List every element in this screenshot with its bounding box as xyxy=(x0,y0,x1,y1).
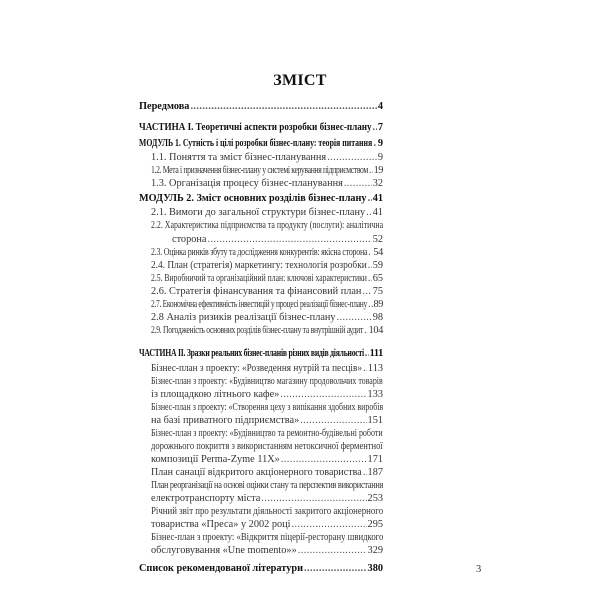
toc-entry-page: 52 xyxy=(372,234,383,245)
toc-entry-2-1[interactable] xyxy=(151,206,383,219)
dot-leader xyxy=(368,298,372,311)
toc-entry-part-1[interactable] xyxy=(139,121,383,134)
toc-entry-business-plan-4[interactable] xyxy=(151,427,383,440)
toc-entry-2-9[interactable] xyxy=(151,324,383,337)
toc-entry-page: 7 xyxy=(377,122,383,133)
toc-entry-text: 1.2. Мета і призначення бізнес-плану у системі керування підприємством xyxy=(151,165,368,176)
dot-leader xyxy=(368,259,372,272)
dot-leader xyxy=(281,453,367,466)
dot-leader xyxy=(373,121,377,134)
toc-entry-text: Бізнес-план з проекту: «Розведення нутрій та песців» xyxy=(151,363,362,374)
toc-entry-text: товариства «Преса» у 2002 році xyxy=(151,519,291,530)
toc-entry-text: План реорганізації на основі оцінки стану та перспектив використання xyxy=(151,480,384,491)
dot-leader xyxy=(363,466,367,479)
toc-entry-text: МОДУЛЬ 1. Сутність і цілі розробки бізнес-плану: теорія питання xyxy=(139,138,373,149)
toc-entry-page: 65 xyxy=(372,273,383,284)
toc-entry-text: ЧАСТИНА І. Теоретичні аспекти розробки бізнес-плану xyxy=(139,122,372,133)
toc-entry-page: 89 xyxy=(373,299,383,310)
toc-entry-text: 1.1. Поняття та зміст бізнес-планування xyxy=(151,152,327,163)
dot-leader xyxy=(373,137,376,150)
toc-entry-page: 75 xyxy=(372,286,383,297)
toc-entry-module-1[interactable] xyxy=(139,137,383,150)
toc-entry-text: План санації відкритого акціонерного товариства xyxy=(151,467,362,478)
toc-entry-page: 9 xyxy=(377,138,383,149)
toc-entry-text: 2.8 Аналіз ризиків реалізації бізнес-плану xyxy=(151,312,336,323)
toc-entry-2-2-continued[interactable] xyxy=(172,233,383,246)
toc-entry-page: 54 xyxy=(373,247,383,258)
toc-entry-text: обслуговування «Une momento»» xyxy=(151,545,297,556)
dot-leader xyxy=(368,192,372,205)
toc-entry-text: 1.3. Організація процесу бізнес-планування xyxy=(151,178,343,189)
toc-entry-page: 295 xyxy=(367,519,383,530)
dot-leader xyxy=(337,311,372,324)
toc-entry-page: 32 xyxy=(372,178,383,189)
toc-entry-1-1[interactable] xyxy=(151,151,383,164)
dot-leader xyxy=(280,388,366,401)
toc-entry-text: 2.4. План (стратегія) маркетингу: технологія розробки xyxy=(151,260,367,271)
toc-entry-text: Список рекомендованої літератури xyxy=(139,563,304,574)
toc-entry-2-5[interactable] xyxy=(151,272,383,285)
toc-entry-business-plan-3-continued[interactable] xyxy=(151,414,383,427)
toc-entry-page: 4 xyxy=(377,101,383,112)
toc-entry-2-3[interactable] xyxy=(151,246,383,259)
toc-entry-page: 19 xyxy=(373,165,383,176)
toc-entry-page: 380 xyxy=(367,563,383,574)
toc-entry-text: дорожнього покриття з використанням нетоксичної ферментної xyxy=(151,441,383,452)
toc-entry-text: Бізнес-план з проекту: «Будівництво магазину продовольчих товарів xyxy=(151,376,383,387)
dot-leader xyxy=(368,272,372,285)
toc-entry-2-8[interactable] xyxy=(151,311,383,324)
toc-entry-business-plan-5[interactable] xyxy=(151,531,383,544)
toc-entry-2-2[interactable] xyxy=(151,219,383,232)
toc-entry-business-plan-2[interactable] xyxy=(151,375,383,388)
toc-entry-text: 2.3. Оцінка ринків збуту та дослідження конкурентів: якісна сторона xyxy=(151,247,368,258)
toc-entry-text: ЧАСТИНА ІІ. Зразки реальних бізнес-планів різних видів діяльності xyxy=(139,348,364,359)
dot-leader xyxy=(261,492,366,505)
toc-entry-page: 41 xyxy=(372,193,383,204)
toc-entry-business-plan-4-continued[interactable] xyxy=(151,453,383,466)
dot-leader xyxy=(300,414,366,427)
toc-entry-page: 253 xyxy=(367,493,383,504)
toc-entry-reorganization-plan[interactable] xyxy=(151,479,383,492)
toc-entry-1-3[interactable] xyxy=(151,177,383,190)
page-title: ЗМІСТ xyxy=(273,72,327,89)
toc-entry-page: 9 xyxy=(377,152,383,163)
dot-leader xyxy=(327,151,377,164)
toc-entry-page: 59 xyxy=(372,260,383,271)
toc-entry-reorganization-plan-continued[interactable] xyxy=(151,492,383,505)
toc-entry-text: на базі приватного підприємства» xyxy=(151,415,300,426)
dot-leader xyxy=(298,544,367,557)
toc-entry-text: 2.1. Вимоги до загальної структури бізнес-плану xyxy=(151,207,366,218)
page-number: 3 xyxy=(476,564,482,575)
dot-leader xyxy=(365,347,369,360)
toc-entry-page: 187 xyxy=(367,467,383,478)
toc-entry-text: Бізнес-план з проекту: «Будівництво та ремонтно-будівельні роботи xyxy=(151,428,383,439)
toc-entry-page: 133 xyxy=(367,389,383,400)
toc-entry-2-6[interactable] xyxy=(151,285,383,298)
dot-leader xyxy=(362,285,371,298)
toc-entry-page: 329 xyxy=(367,545,383,556)
toc-entry-page: 98 xyxy=(372,312,383,323)
toc-entry-part-2[interactable] xyxy=(139,347,383,360)
dot-leader xyxy=(344,177,372,190)
toc-entry-page: 113 xyxy=(367,363,383,374)
toc-entry-text: 2.9. Погодженість основних розділів бізнес-плану та внутрішній аудит xyxy=(151,325,364,336)
toc-entry-business-plan-1[interactable] xyxy=(151,362,383,375)
toc-entry-text: Бізнес-план з проекту: «Створення цеху з випікання здобних виробів xyxy=(151,402,384,413)
dot-leader xyxy=(292,518,367,531)
dot-leader xyxy=(363,362,367,375)
dot-leader xyxy=(366,206,372,219)
toc-entry-page: 171 xyxy=(367,454,383,465)
dot-leader xyxy=(369,164,373,177)
toc-entry-text: 2.5. Виробничий та організаційний план: ключові характеристики xyxy=(151,273,367,284)
toc-entry-text: Річний звіт про результати діяльності закритого акціонерного xyxy=(151,506,384,517)
toc-entry-text: із площадкою літнього кафе» xyxy=(151,389,280,400)
dot-leader xyxy=(364,324,367,337)
toc-entry-business-plan-3[interactable] xyxy=(151,401,383,414)
toc-entry-text: сторона xyxy=(172,234,207,245)
toc-entry-module-2[interactable] xyxy=(139,192,383,205)
toc-entry-business-plan-4-line-2[interactable] xyxy=(151,440,383,453)
toc-entry-text: Бізнес-план з проекту: «Відкриття піцерії-ресторану швидкого xyxy=(151,532,384,543)
toc-entry-sanation-plan[interactable] xyxy=(151,466,383,479)
toc-entry-2-4[interactable] xyxy=(151,259,383,272)
dot-leader xyxy=(304,562,367,575)
toc-entry-page: 151 xyxy=(367,415,383,426)
toc-entry-text: 2.7. Економічна ефективність інвестицій у процесі реалізації бізнес-плану xyxy=(151,299,367,310)
toc-entry-1-2[interactable] xyxy=(151,164,383,177)
toc-entry-text: композиції Perma-Zyme 11X» xyxy=(151,454,280,465)
toc-entry-page: 41 xyxy=(372,207,383,218)
dot-leader xyxy=(190,100,376,113)
toc-entry-text: 2.6. Стратегія фінансування та фінансовий план xyxy=(151,286,362,297)
dot-leader xyxy=(207,233,371,246)
toc-entry-text: 2.2. Характеристика підприємства та продукту (послуги): аналітична xyxy=(151,220,384,231)
toc-entry-annual-report-continued[interactable] xyxy=(151,518,383,531)
toc-entry-business-plan-5-continued[interactable] xyxy=(151,544,383,557)
dot-leader xyxy=(368,246,372,259)
toc-entry-text: Передмова xyxy=(139,101,190,112)
toc-entry-text: МОДУЛЬ 2. Зміст основних розділів бізнес-плану xyxy=(139,193,367,204)
toc-entry-text: електротранспорту міста xyxy=(151,493,261,504)
toc-entry-annual-report[interactable] xyxy=(151,505,383,518)
toc-entry-business-plan-2-continued[interactable] xyxy=(151,388,383,401)
toc-entry-bibliography[interactable] xyxy=(139,562,383,575)
toc-entry-preface[interactable] xyxy=(139,100,383,113)
toc-entry-page: 111 xyxy=(369,348,383,359)
toc-entry-page: 104 xyxy=(368,325,383,336)
toc-entry-2-7[interactable] xyxy=(151,298,383,311)
